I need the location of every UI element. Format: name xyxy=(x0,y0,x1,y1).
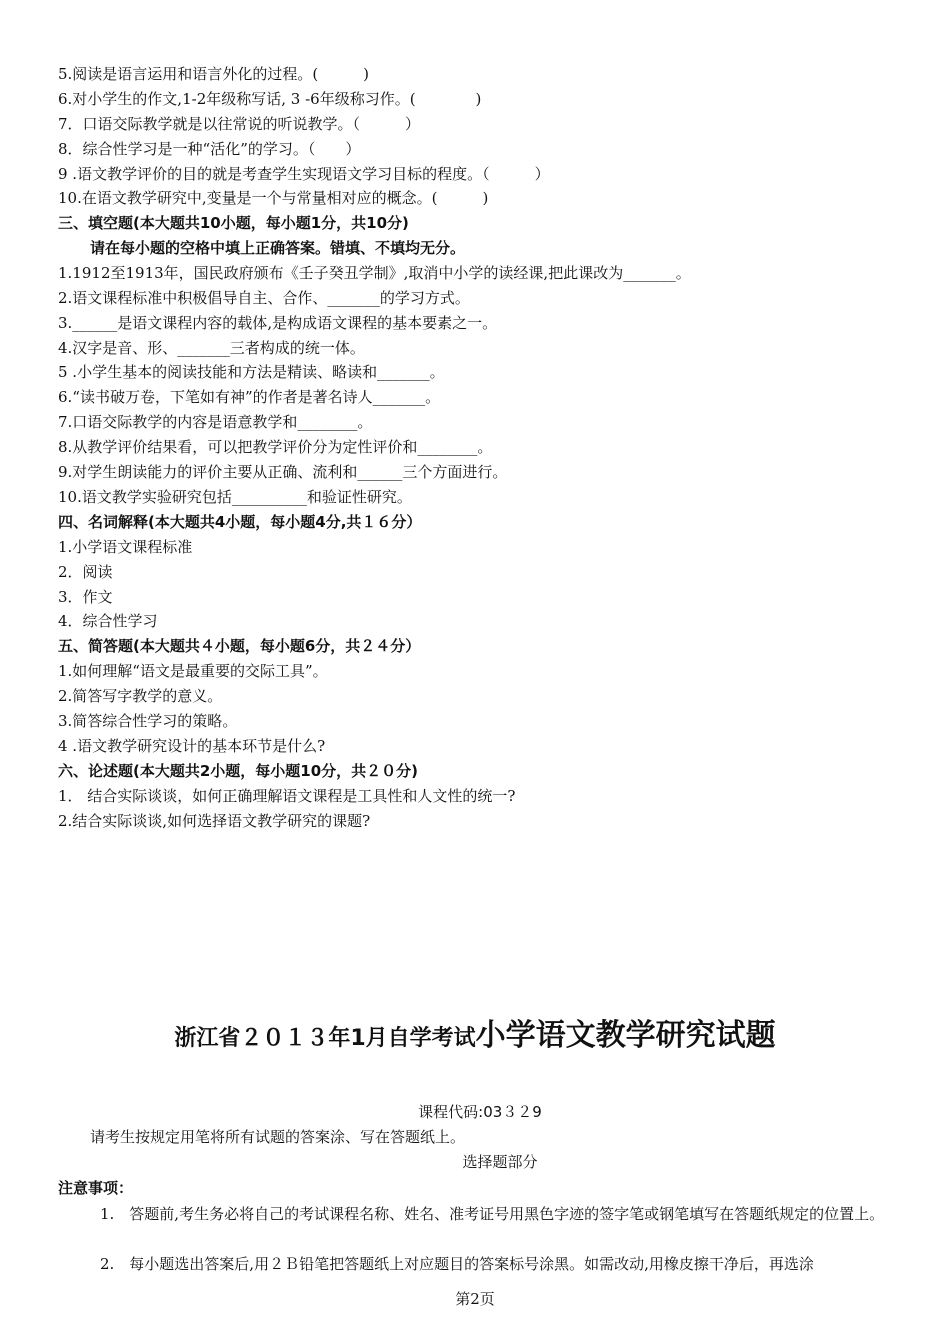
fill-item-2: 2.语文课程标准中积极倡导自主、合作、_______的学习方式。 xyxy=(58,289,470,307)
page-number: 第2页 xyxy=(455,1290,495,1308)
exam-title-prefix: 浙江省２０１３年1月自学考试 xyxy=(174,1026,476,1051)
short-item-2: 2.简答写字教学的意义。 xyxy=(58,687,223,705)
term-item-3: 3．作文 xyxy=(58,588,113,606)
fill-item-6: 6.“读书破万卷，下笔如有神”的作者是著名诗人_______。 xyxy=(58,388,441,406)
fill-item-9: 9.对学生朗读能力的评价主要从正确、流利和______三个方面进行。 xyxy=(58,463,508,481)
essay-item-1: 1． 结合实际谈谈，如何正确理解语文课程是工具性和人文性的统一? xyxy=(58,787,516,805)
attention-heading: 注意事项： xyxy=(58,1179,134,1197)
term-item-1: 1.小学语文课程标准 xyxy=(58,538,193,556)
tf-item-6: 6.对小学生的作文,1-2年级称写话, 3 -6年级称习作。( ) xyxy=(58,90,482,108)
fill-item-4: 4.汉字是音、形、_______三者构成的统一体。 xyxy=(58,339,365,357)
tf-item-10: 10.在语文教学研究中,变量是一个与常量相对应的概念。( ) xyxy=(58,189,489,207)
fill-item-10: 10.语文教学实验研究包括__________和验证性研究。 xyxy=(58,488,412,506)
tf-item-9: 9 .语文教学评价的目的就是考查学生实现语文学习目标的程度。（ ） xyxy=(58,165,550,183)
exam-note: 请考生按规定用笔将所有试题的答案涂、写在答题纸上。 xyxy=(90,1128,466,1146)
section-6-heading: 六、论述题(本大题共2小题，每小题10分，共２０分) xyxy=(58,762,419,780)
rule-2: 2. 每小题选出答案后,用２Ｂ铅笔把答题纸上对应题目的答案标号涂黑。如需改动,用橡皮擦干净后，再选涂 xyxy=(100,1255,814,1273)
term-item-2: 2．阅读 xyxy=(58,563,113,581)
exam-title-main: 小学语文教学研究试题 xyxy=(475,1018,776,1053)
rule-1: 1. 答题前,考生务必将自己的考试课程名称、姓名、准考证号用黑色字迹的签字笔或钢笔填写在答题纸规定的位置上。 xyxy=(100,1205,885,1223)
section-4-heading: 四、名词解释(本大题共4小题，每小题4分,共１６分） xyxy=(58,513,422,531)
short-item-3: 3.简答综合性学习的策略。 xyxy=(58,712,238,730)
fill-item-7: 7.口语交际教学的内容是语意教学和________。 xyxy=(58,413,373,431)
fill-item-1: 1.1912至1913年，国民政府颁布《壬子癸丑学制》,取消中小学的读经课,把此课改为_______。 xyxy=(58,264,691,282)
fill-item-5: 5 .小学生基本的阅读技能和方法是精读、略读和_______。 xyxy=(58,363,445,381)
tf-item-5: 5.阅读是语言运用和语言外化的过程。( ) xyxy=(58,65,370,83)
essay-item-2: 2.结合实际谈谈,如何选择语文教学研究的课题? xyxy=(58,812,371,830)
section-3-heading: 三、填空题(本大题共10小题，每小题1分，共10分) xyxy=(58,214,409,232)
section-3-instruction: 请在每小题的空格中填上正确答案。错填、不填均无分。 xyxy=(90,239,466,257)
tf-item-8: 8．综合性学习是一种“活化”的学习。（ ） xyxy=(58,140,361,158)
short-item-1: 1.如何理解“语文是最重要的交际工具”。 xyxy=(58,662,328,680)
section-5-heading: 五、简答题(本大题共４小题，每小题6分，共２４分） xyxy=(58,637,421,655)
course-code: 课程代码:03３２9 xyxy=(418,1103,542,1121)
part-label: 选择题部分 xyxy=(462,1153,538,1171)
tf-item-7: 7．口语交际教学就是以往常说的听说教学。（ ） xyxy=(58,115,421,133)
short-item-4: 4 .语文教学研究设计的基本环节是什么? xyxy=(58,737,326,755)
term-item-4: 4．综合性学习 xyxy=(58,612,158,630)
fill-item-8: 8.从教学评价结果看，可以把教学评价分为定性评价和________。 xyxy=(58,438,493,456)
exam-title xyxy=(0,1010,950,1054)
fill-item-3: 3.______是语文课程内容的载体,是构成语文课程的基本要素之一。 xyxy=(58,314,498,332)
